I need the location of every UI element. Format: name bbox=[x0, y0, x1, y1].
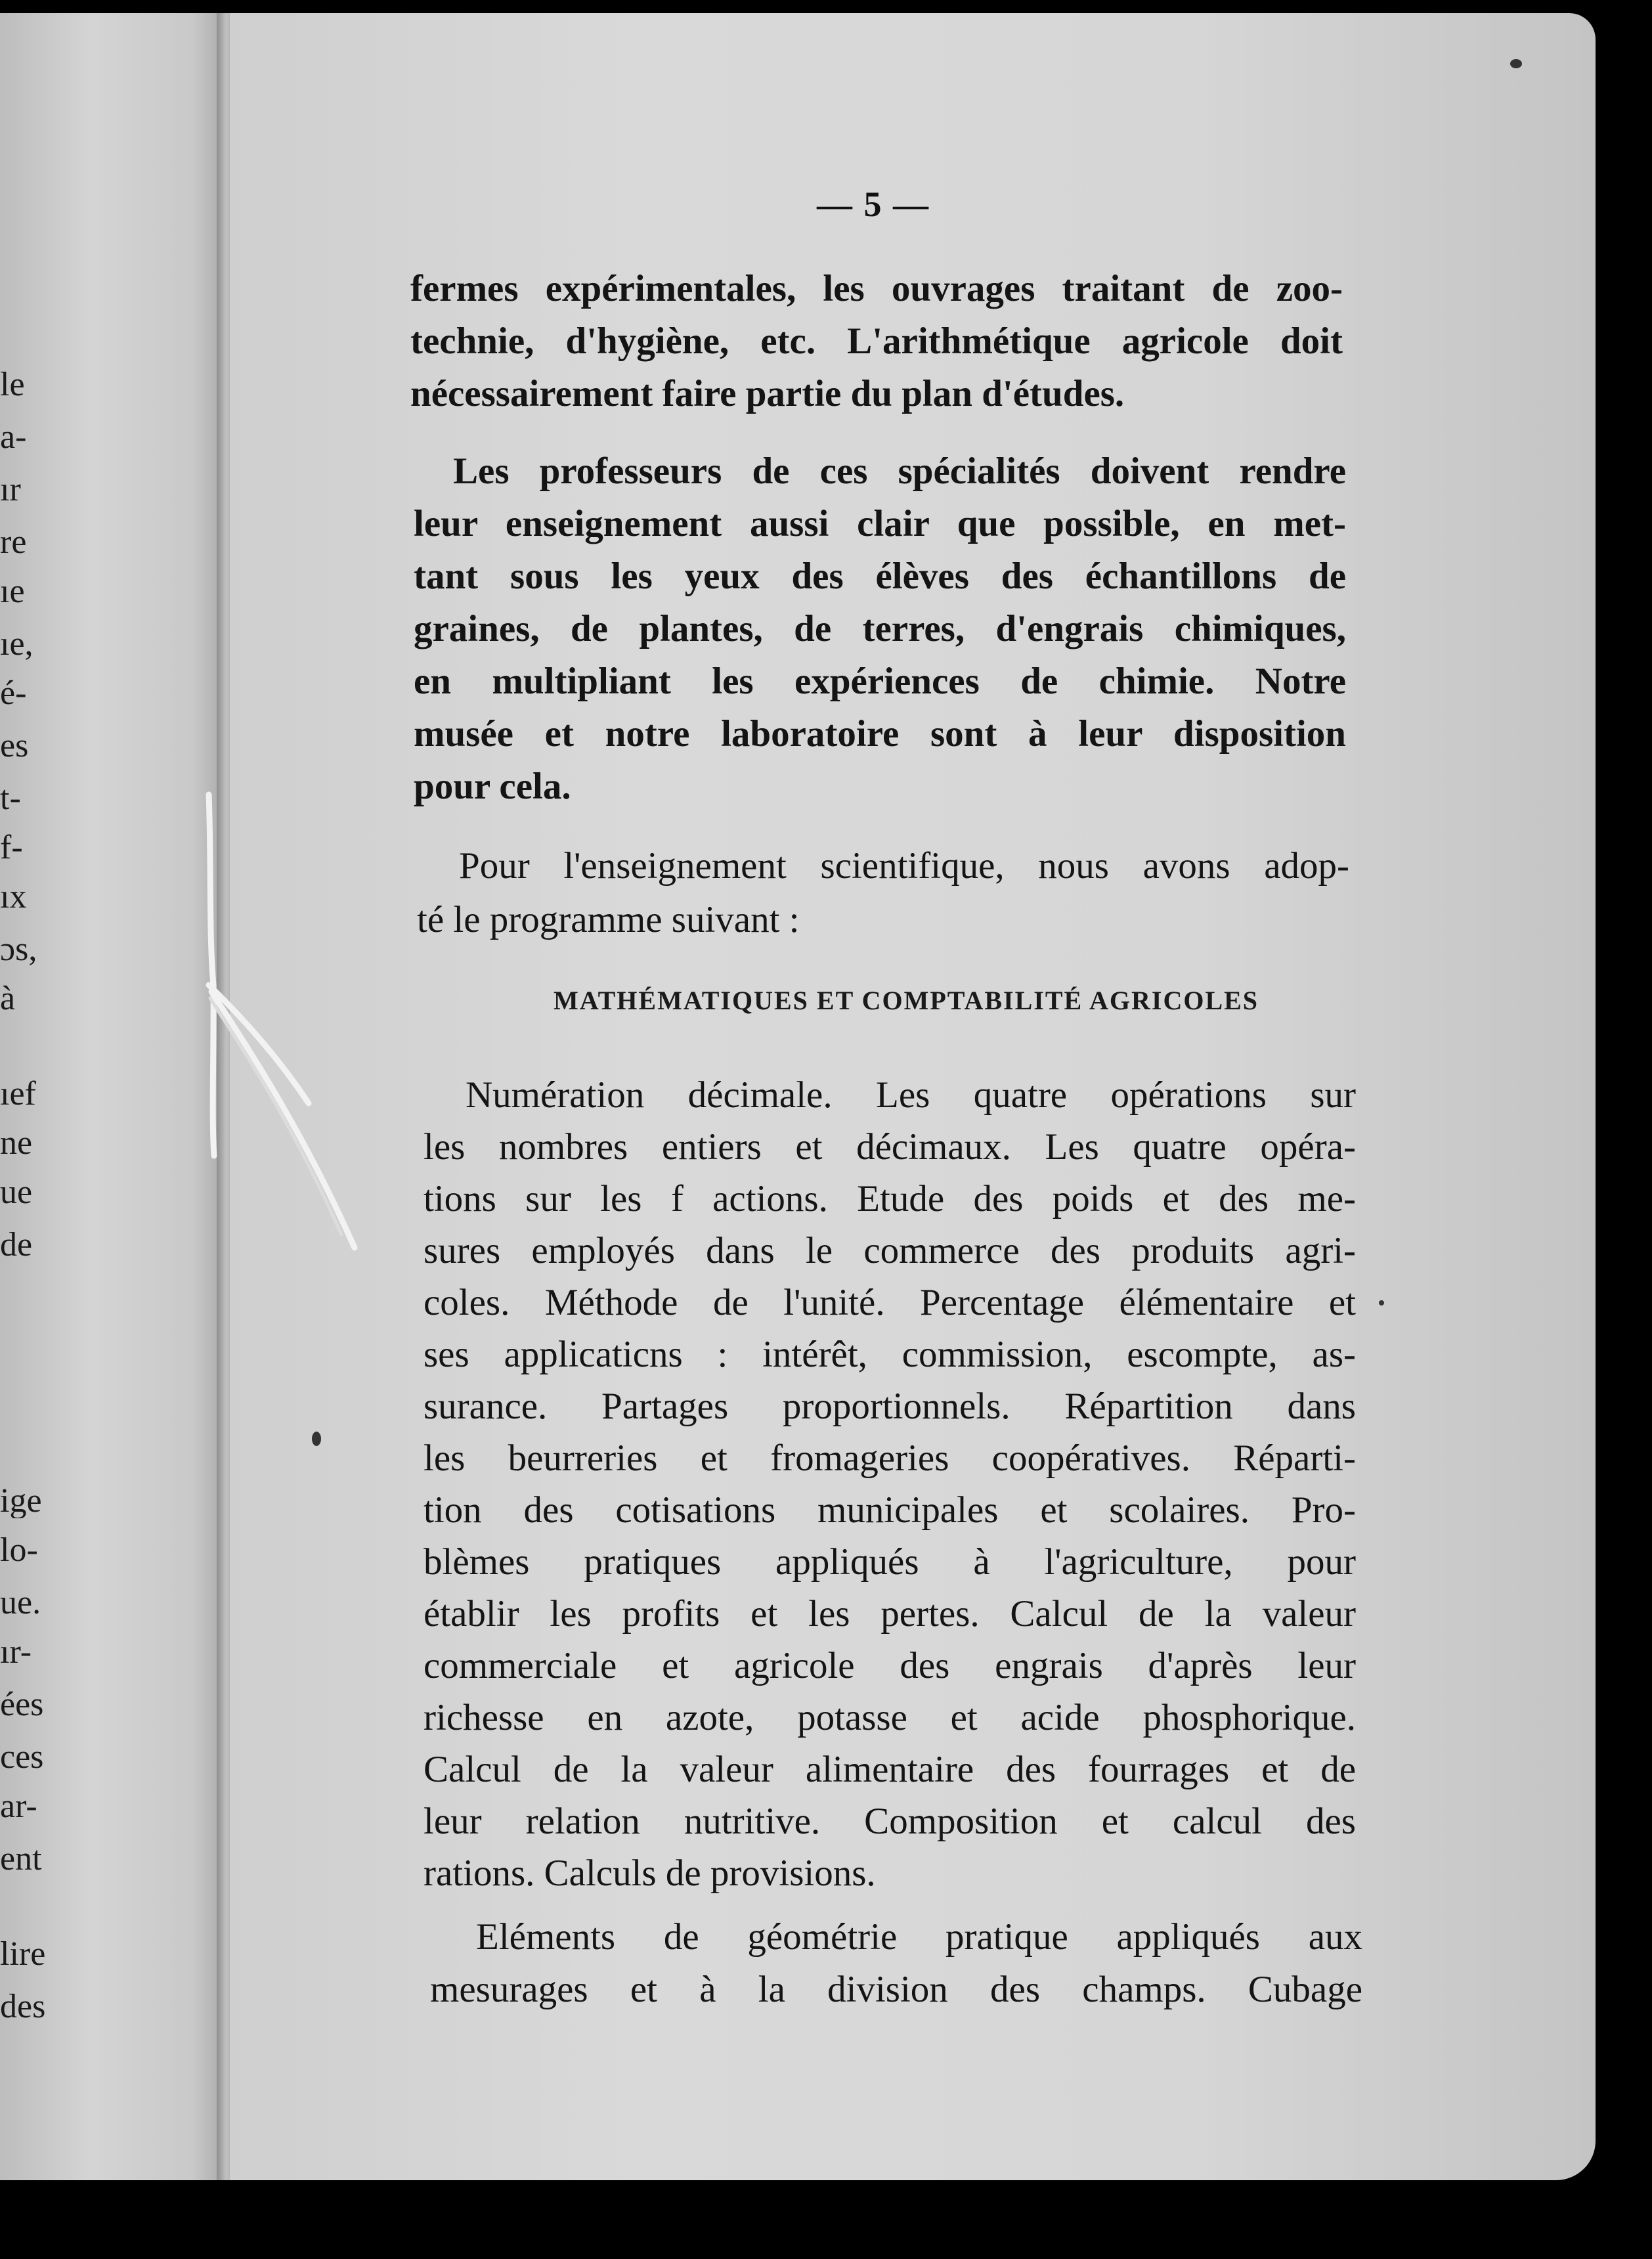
paragraph-4-line: blèmes pratiques appliqués à l'agriculture, pour bbox=[424, 1541, 1356, 1583]
previous-page-fragment-text: é- bbox=[0, 676, 27, 711]
paper-speck bbox=[1510, 59, 1522, 68]
paragraph-2-line: pour cela. bbox=[414, 766, 571, 807]
paragraph-3-line: Pour l'enseignement scientifique, nous avons adop- bbox=[459, 845, 1349, 887]
paragraph-4-line: sures employés dans le commerce des produits agri- bbox=[424, 1230, 1356, 1271]
previous-page-text-fragments bbox=[0, 13, 227, 2180]
paper-speck bbox=[1379, 1300, 1384, 1305]
paragraph-3-line: té le programme suivant : bbox=[417, 899, 800, 940]
previous-page-fragment-text: à bbox=[0, 982, 16, 1016]
previous-page-fragment-text: ue. bbox=[0, 1586, 41, 1620]
paragraph-2-line: musée et notre laboratoire sont à leur disposition bbox=[414, 713, 1346, 755]
previous-page-fragment-text: ır bbox=[0, 473, 21, 507]
previous-page-fragment-text: es bbox=[0, 729, 29, 763]
paragraph-4-line: rations. Calculs de provisions. bbox=[424, 1853, 876, 1894]
paragraph-2-line: graines, de plantes, de terres, d'engrais chimiques, bbox=[414, 608, 1346, 649]
paragraph-4-line: ses applicaticns : intérêt, commission, escompte, as- bbox=[424, 1334, 1356, 1375]
previous-page-fragment-text: ıe, bbox=[0, 627, 33, 661]
previous-page-fragment bbox=[0, 13, 227, 2180]
paragraph-4 bbox=[424, 1069, 1356, 1899]
previous-page-fragment-text: t- bbox=[0, 781, 21, 816]
previous-page-fragment-text: ige bbox=[0, 1484, 42, 1518]
previous-page-fragment-text: de bbox=[0, 1228, 33, 1262]
paragraph-2-line: en multipliant les expériences de chimie. Notre bbox=[414, 661, 1346, 702]
paragraph-4-line: Numération décimale. Les quatre opérations sur bbox=[466, 1074, 1356, 1116]
previous-page-fragment-text: ıef bbox=[0, 1077, 36, 1111]
previous-page-fragment-text: f- bbox=[0, 831, 23, 865]
previous-page-fragment-text: ɔs, bbox=[0, 932, 37, 967]
previous-page-fragment-text: lo- bbox=[0, 1533, 38, 1568]
paragraph-4-line: leur relation nutritive. Composition et calcul des bbox=[424, 1801, 1356, 1842]
previous-page-fragment-text: ue bbox=[0, 1175, 33, 1210]
paper-speck bbox=[312, 1432, 321, 1446]
paragraph-5-line: Eléments de géométrie pratique appliqués aux bbox=[476, 1916, 1362, 1958]
previous-page-fragment-text: ıe bbox=[0, 575, 25, 609]
paragraph-4-line: Calcul de la valeur alimentaire des fourrages et de bbox=[424, 1749, 1356, 1790]
paragraph-5 bbox=[430, 1911, 1362, 2016]
previous-page-fragment-text: lire bbox=[0, 1937, 46, 1971]
paragraph-4-line: les beurreries et fromageries coopératives. Réparti- bbox=[424, 1437, 1356, 1479]
paragraph-4-line: surance. Partages proportionnels. Répartition dans bbox=[424, 1386, 1356, 1427]
paragraph-2-line: Les professeurs de ces spécialités doivent rendre bbox=[453, 450, 1346, 492]
paragraph-4-line: commerciale et agricole des engrais d'après leur bbox=[424, 1645, 1356, 1686]
paragraph-4-line: tions sur les f actions. Etude des poids et des me- bbox=[424, 1178, 1356, 1219]
previous-page-fragment-text: ır- bbox=[0, 1635, 32, 1669]
paragraph-2-line: tant sous les yeux des élèves des échantillons de bbox=[414, 556, 1346, 597]
previous-page-fragment-text: le bbox=[0, 368, 25, 402]
paragraph-4-line: tion des cotisations municipales et scolaires. Pro- bbox=[424, 1489, 1356, 1531]
paragraph-1 bbox=[410, 263, 1343, 420]
paragraph-4-line: les nombres entiers et décimaux. Les quatre opéra- bbox=[424, 1126, 1356, 1168]
paragraph-4-line: établir les profits et les pertes. Calcul de la valeur bbox=[424, 1593, 1356, 1634]
paragraph-4-line: richesse en azote, potasse et acide phosphorique. bbox=[424, 1697, 1356, 1738]
previous-page-fragment-text: ent bbox=[0, 1842, 42, 1876]
page-number: — 5 — bbox=[817, 185, 930, 224]
previous-page-fragment-text: a- bbox=[0, 420, 27, 454]
paragraph-1-line: nécessairement faire partie du plan d'études. bbox=[410, 373, 1125, 414]
previous-page-fragment-text: ar- bbox=[0, 1789, 37, 1824]
paragraph-5-line: mesurages et à la division des champs. Cubage bbox=[430, 1969, 1362, 2010]
previous-page-fragment-text: ées bbox=[0, 1688, 44, 1722]
previous-page-fragment-text: ıx bbox=[0, 880, 27, 914]
paragraph-4-line: coles. Méthode de l'unité. Percentage élémentaire et bbox=[424, 1282, 1356, 1323]
section-heading: MATHÉMATIQUES ET COMPTABILITÉ AGRICOLES bbox=[553, 986, 1259, 1015]
paragraph-1-line: technie, d'hygiène, etc. L'arithmétique agricole doit bbox=[410, 320, 1343, 362]
previous-page-fragment-text: re bbox=[0, 525, 27, 559]
paragraph-3 bbox=[417, 839, 1349, 947]
paragraph-1-line: fermes expérimentales, les ouvrages traitant de zoo- bbox=[410, 268, 1343, 309]
paragraph-2 bbox=[414, 445, 1346, 813]
previous-page-fragment-text: des bbox=[0, 1990, 46, 2024]
paragraph-2-line: leur enseignement aussi clair que possible, en met- bbox=[414, 503, 1346, 544]
previous-page-fragment-text: ne bbox=[0, 1126, 33, 1160]
previous-page-fragment-text: ces bbox=[0, 1740, 44, 1774]
